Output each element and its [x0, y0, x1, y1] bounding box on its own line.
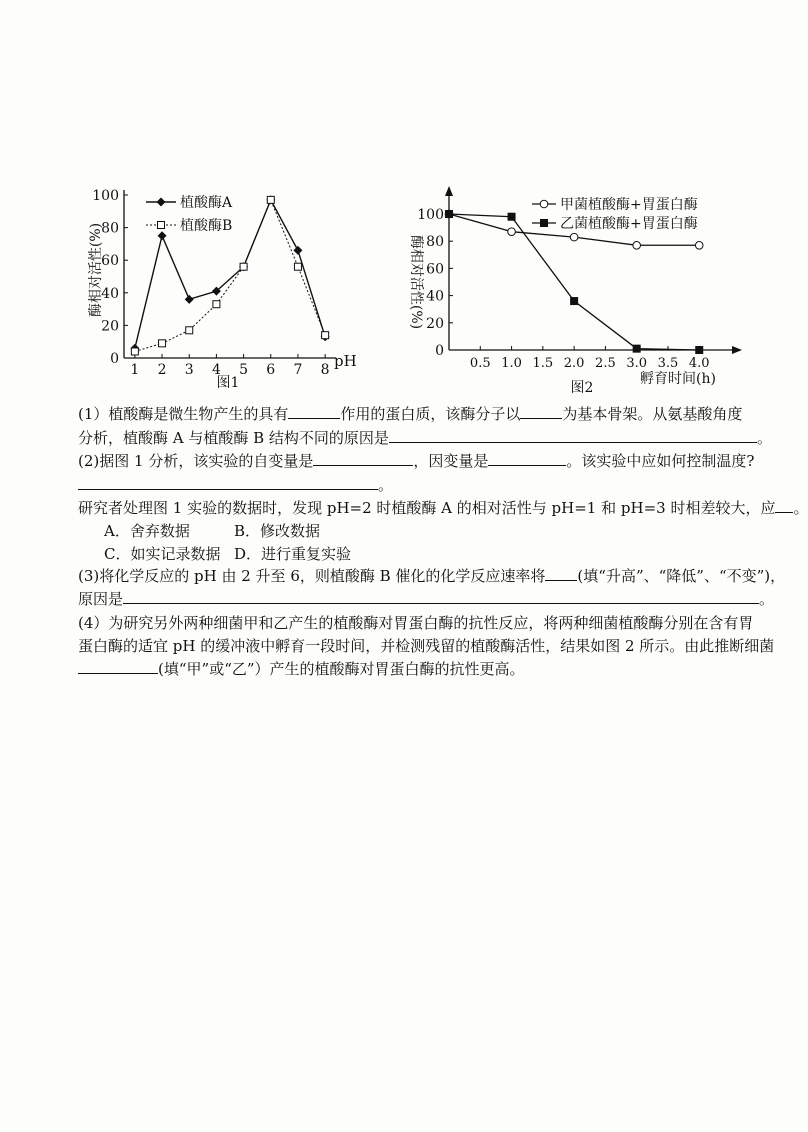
q4-text-a: (4）为研究另外两种细菌甲和乙产生的植酸酶对胃蛋白酶的抗性反应，将两种细菌植酸酶分别在含有胃	[78, 614, 754, 632]
fig1-x-tick-label: 1	[130, 362, 140, 378]
answer-blank-4[interactable]	[313, 449, 413, 466]
fig1-x-tick-label: 8	[320, 362, 330, 378]
fig2-data-point	[633, 345, 641, 353]
fig2-x-tick-label: 1.5	[532, 356, 554, 371]
q2-text-c: 。该实验中应如何控制温度?	[566, 452, 755, 470]
q4-text-c: (填“甲”或“乙”）产生的植酸酶对胃蛋白酶的抗性更高。	[158, 660, 525, 678]
answer-blank-5[interactable]	[488, 449, 566, 466]
answer-blank-10[interactable]	[78, 657, 158, 674]
q3-text-c: 原因是	[78, 590, 124, 608]
q1-text-c: 为基本骨架。从氨基酸角度	[562, 405, 743, 423]
fig2-x-tick-label: 1.0	[501, 356, 522, 371]
fig1-data-point	[185, 295, 194, 304]
fig1-legend-marker	[157, 198, 166, 207]
q2-period: 。	[378, 476, 394, 494]
question-4-line-2	[78, 634, 778, 658]
fig2-data-point	[633, 241, 641, 249]
fig1-y-tick-label: 100	[92, 188, 119, 204]
fig2-x-tick-label: 0.5	[469, 356, 491, 371]
fig1-data-point	[158, 231, 167, 240]
fig2-legend-marker	[540, 200, 548, 208]
fig1-legend-label: 植酸酶B	[180, 218, 233, 234]
fig1-x-tick-label: 7	[293, 362, 303, 378]
fig2-data-point	[570, 297, 578, 305]
fig1-x-tick-label: 6	[266, 362, 276, 378]
fig1-data-point	[159, 340, 166, 347]
option-d[interactable]: D．进行重复实验	[234, 545, 352, 563]
question-2-line-2	[78, 473, 778, 497]
fig2-y-tick-label: 0	[435, 343, 444, 359]
figure-1	[87, 188, 357, 391]
answer-blank-7[interactable]	[775, 496, 793, 513]
fig2-data-point	[695, 241, 703, 249]
q3-period: 。	[759, 590, 775, 608]
fig2-x-tick-label: 2.5	[595, 356, 616, 371]
fig2-caption: 图2	[570, 380, 594, 396]
question-4-line-1	[78, 611, 778, 635]
q2-period-2: 。	[793, 499, 808, 517]
fig1-data-point	[186, 327, 193, 334]
answer-blank-2[interactable]	[520, 402, 562, 419]
options-row-2	[104, 542, 804, 566]
fig2-data-point	[508, 228, 516, 236]
q1-period: 。	[756, 429, 772, 447]
option-c[interactable]: C．如实记录数据	[104, 545, 221, 563]
fig1-x-tick-label: 3	[184, 362, 194, 378]
fig2-x-arrow	[732, 346, 742, 354]
fig1-legend-label: 植酸酶A	[180, 195, 233, 211]
figure-2	[408, 186, 742, 396]
fig1-data-point	[213, 301, 220, 308]
option-b[interactable]: B．修改数据	[234, 522, 321, 540]
answer-blank-6[interactable]	[78, 473, 378, 490]
fig1-y-tick-label: 80	[101, 220, 119, 237]
answer-blank-3[interactable]	[389, 426, 757, 443]
question-1-line-1	[78, 402, 778, 426]
fig2-y-tick-label: 20	[426, 315, 444, 332]
question-3-line-2	[78, 587, 778, 611]
answer-blank-9[interactable]	[123, 587, 759, 604]
fig1-data-point	[293, 246, 302, 255]
answer-blank-8[interactable]	[545, 564, 577, 581]
fig2-data-point	[445, 210, 453, 218]
option-a[interactable]: A．舍弃数据	[104, 522, 190, 540]
question-2-line-3	[78, 496, 808, 520]
question-2-line-1	[78, 449, 778, 473]
fig2-x-tick-label: 3.0	[626, 356, 648, 371]
fig2-x-tick-label: 4.0	[688, 356, 710, 371]
fig2-y-arrow	[445, 186, 453, 196]
fig1-x-tick-label: 2	[157, 362, 167, 378]
fig1-x-tick-label: 4	[211, 362, 221, 378]
fig2-ylabel: 酶相对活性(%)	[408, 234, 424, 330]
q2-text-b: ，因变量是	[413, 452, 489, 470]
q2-text-d: 研究者处理图 1 实验的数据时，发现 pH=2 时植酸酶 A 的相对活性与 pH=1 和 pH=3 时相差较大，应	[78, 499, 776, 517]
q3-text-a: (3)将化学反应的 pH 由 2 升至 6，则植酸酶 B 催化的化学反应速率将	[78, 567, 546, 585]
fig1-y-tick-label: 60	[101, 253, 119, 270]
fig2-legend-marker	[540, 219, 548, 227]
fig1-y-tick-label: 0	[110, 351, 119, 367]
fig1-data-point	[267, 196, 274, 203]
fig2-data-point	[508, 213, 516, 221]
fig1-data-point	[294, 263, 301, 270]
fig1-data-point	[322, 332, 329, 339]
fig2-y-tick-label: 80	[426, 234, 444, 251]
question-4-line-3	[78, 657, 778, 681]
fig1-x-tick-label: 5	[239, 362, 249, 378]
fig2-x-tick-label: 3.5	[657, 356, 679, 371]
q3-text-b: (填“升高”、“降低”、“不变”)，	[577, 567, 786, 585]
fig1-xlabel: pH	[334, 352, 357, 370]
fig1-ylabel: 酶相对活性(%)	[88, 222, 104, 318]
fig2-xlabel: 孵育时间(h)	[640, 371, 716, 387]
q2-text-a: (2)据图 1 分析，该实验的自变量是	[78, 452, 314, 470]
fig2-legend-label: 乙菌植酸酶+胃蛋白酶	[560, 216, 698, 232]
fig2-y-tick-label: 40	[426, 288, 444, 305]
fig2-x-tick-label: 2.0	[563, 356, 585, 371]
fig1-caption: 图1	[216, 375, 240, 391]
question-1-line-2	[78, 426, 778, 450]
figures-area	[0, 0, 800, 400]
fig1-data-point	[240, 263, 247, 270]
q1-text-b: 作用的蛋白质，该酶分子以	[340, 405, 521, 423]
q4-text-b: 蛋白酶的适宜 pH 的缓冲液中孵育一段时间，并检测残留的植酸酶活性，结果如图 2 所示。由此推断细菌	[78, 637, 775, 655]
fig1-data-point	[131, 348, 138, 355]
fig2-data-point	[570, 233, 578, 241]
q1-text-a: (1）植酸酶是微生物产生的具有	[78, 405, 289, 423]
fig1-legend-marker	[158, 222, 165, 229]
options-row-1	[104, 519, 804, 543]
q1-text-d: 分析，植酸酶 A 与植酸酶 B 结构不同的原因是	[78, 429, 389, 447]
fig2-data-point	[695, 346, 703, 354]
fig2-y-tick-label: 60	[426, 261, 444, 278]
question-3-line-1	[78, 564, 786, 588]
answer-blank-1[interactable]	[288, 402, 340, 419]
fig2-legend-label: 甲菌植酸酶+胃蛋白酶	[560, 197, 698, 213]
fig2-y-tick-label: 100	[417, 207, 444, 223]
fig1-y-tick-label: 40	[101, 285, 119, 302]
fig1-y-tick-label: 20	[101, 318, 119, 335]
